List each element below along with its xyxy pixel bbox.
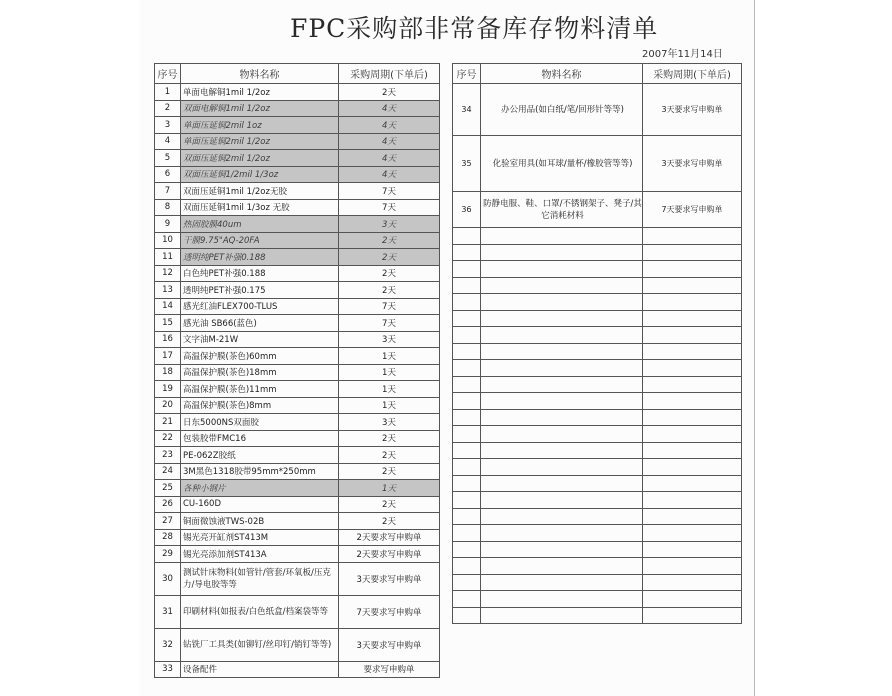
empty-row	[453, 525, 742, 542]
empty-cell	[453, 343, 481, 360]
table-row	[453, 136, 742, 192]
empty-cell	[453, 541, 481, 558]
material-name: 双面压延铜2mil 1/2oz	[181, 150, 339, 167]
empty-cell	[453, 459, 481, 476]
row-number: 3	[155, 117, 181, 134]
material-name: 感光油 SB66(蓝色)	[181, 315, 339, 332]
empty-cell	[481, 393, 643, 410]
table-row	[155, 150, 440, 167]
empty-cell	[453, 591, 481, 608]
empty-cell	[453, 442, 481, 459]
purchase-period: 3天要求写申购单	[339, 562, 440, 595]
purchase-period: 2天	[339, 282, 440, 299]
table-row	[155, 397, 440, 414]
table-header-row	[453, 64, 742, 84]
row-number: 5	[155, 150, 181, 167]
material-name: 包装胶带FMC16	[181, 430, 339, 447]
empty-cell	[453, 508, 481, 525]
empty-cell	[481, 261, 643, 278]
material-name: 高温保护膜(茶色)18mm	[181, 364, 339, 381]
row-number: 16	[155, 331, 181, 348]
material-name: 双面电解铜1mil 1/2oz	[181, 100, 339, 117]
empty-cell	[453, 426, 481, 443]
empty-row	[453, 409, 742, 426]
empty-row	[453, 244, 742, 261]
material-name: 办公用品(如白纸/笔/回形针等等)	[481, 84, 643, 136]
row-number: 22	[155, 430, 181, 447]
table-row	[155, 282, 440, 299]
empty-row	[453, 228, 742, 245]
purchase-period: 7天要求写申购单	[643, 192, 742, 228]
empty-row	[453, 310, 742, 327]
purchase-period: 4天	[339, 133, 440, 150]
row-number: 8	[155, 199, 181, 216]
purchase-period: 2天	[339, 447, 440, 464]
table-row	[155, 249, 440, 266]
purchase-period: 1天	[339, 397, 440, 414]
row-number: 17	[155, 348, 181, 365]
empty-cell	[643, 393, 742, 410]
material-name: 高温保护膜(茶色)8mm	[181, 397, 339, 414]
empty-cell	[453, 376, 481, 393]
empty-cell	[643, 409, 742, 426]
empty-cell	[643, 228, 742, 245]
table-row	[453, 84, 742, 136]
empty-row	[453, 343, 742, 360]
material-name: 文字油M-21W	[181, 331, 339, 348]
material-name: 铜面微蚀液TWS-02B	[181, 513, 339, 530]
table-row	[155, 84, 440, 101]
table-row	[155, 232, 440, 249]
purchase-period: 要求写申购单	[339, 661, 440, 678]
row-number: 33	[155, 661, 181, 678]
material-name: 透明纯PET补强0.175	[181, 282, 339, 299]
material-name: 钻铣厂工具类(如铆钉/丝印钉/销钉等等)	[181, 628, 339, 661]
table-row	[155, 513, 440, 530]
material-name: 锡光亮添加剂ST413A	[181, 546, 339, 563]
empty-cell	[481, 426, 643, 443]
empty-cell	[643, 574, 742, 591]
empty-cell	[643, 591, 742, 608]
empty-cell	[453, 409, 481, 426]
purchase-period: 1天	[339, 381, 440, 398]
table-row	[155, 166, 440, 183]
empty-row	[453, 492, 742, 509]
row-number: 2	[155, 100, 181, 117]
material-name: 日东5000NS双面胶	[181, 414, 339, 431]
empty-cell	[643, 244, 742, 261]
empty-cell	[481, 558, 643, 575]
material-name: 3M黑色1318胶带95mm*250mm	[181, 463, 339, 480]
empty-row	[453, 294, 742, 311]
empty-cell	[453, 607, 481, 624]
purchase-period: 7天	[339, 183, 440, 200]
empty-cell	[453, 475, 481, 492]
empty-cell	[481, 574, 643, 591]
table-row	[155, 562, 440, 595]
material-name: 高温保护膜(茶色)11mm	[181, 381, 339, 398]
empty-cell	[453, 327, 481, 344]
table-row	[155, 364, 440, 381]
empty-cell	[481, 409, 643, 426]
purchase-period: 2天	[339, 513, 440, 530]
table-row	[155, 315, 440, 332]
empty-cell	[481, 244, 643, 261]
table-row	[155, 463, 440, 480]
empty-cell	[453, 294, 481, 311]
material-name: 各种小钢片	[181, 480, 339, 497]
row-number: 4	[155, 133, 181, 150]
table-row	[155, 496, 440, 513]
purchase-period: 3天要求写申购单	[339, 628, 440, 661]
empty-row	[453, 459, 742, 476]
empty-cell	[643, 607, 742, 624]
purchase-period: 1天	[339, 364, 440, 381]
empty-cell	[643, 343, 742, 360]
empty-cell	[481, 228, 643, 245]
empty-cell	[481, 607, 643, 624]
empty-cell	[453, 244, 481, 261]
table-header-row	[155, 64, 440, 84]
row-number: 36	[453, 192, 481, 228]
empty-row	[453, 376, 742, 393]
table-row	[155, 595, 440, 628]
empty-row	[453, 541, 742, 558]
purchase-period: 2天要求写申购单	[339, 546, 440, 563]
purchase-period: 3天要求写申购单	[643, 84, 742, 136]
table-row	[155, 199, 440, 216]
empty-row	[453, 574, 742, 591]
empty-cell	[643, 360, 742, 377]
row-number: 24	[155, 463, 181, 480]
empty-cell	[481, 360, 643, 377]
table-row	[155, 298, 440, 315]
empty-cell	[481, 310, 643, 327]
material-name: 双面压延铜1/2mil 1/3oz	[181, 166, 339, 183]
empty-row	[453, 327, 742, 344]
empty-cell	[481, 294, 643, 311]
row-number: 28	[155, 529, 181, 546]
row-number: 19	[155, 381, 181, 398]
purchase-period: 2天要求写申购单	[339, 529, 440, 546]
material-name: 感光红油FLEX700-TLUS	[181, 298, 339, 315]
empty-cell	[643, 541, 742, 558]
material-name: 单面压延铜2mil 1/2oz	[181, 133, 339, 150]
table-row	[155, 265, 440, 282]
material-name: 白色纯PET补强0.188	[181, 265, 339, 282]
purchase-period: 2天	[339, 84, 440, 101]
purchase-period: 2天	[339, 496, 440, 513]
row-number: 13	[155, 282, 181, 299]
purchase-period: 2天	[339, 430, 440, 447]
purchase-period: 2天	[339, 265, 440, 282]
purchase-period: 7天	[339, 315, 440, 332]
purchase-period: 1天	[339, 480, 440, 497]
empty-cell	[643, 459, 742, 476]
row-number: 6	[155, 166, 181, 183]
table-row	[155, 216, 440, 233]
empty-cell	[481, 525, 643, 542]
table-row	[155, 183, 440, 200]
material-name: 化验室用具(如耳球/量杯/橡胶管等等)	[481, 136, 643, 192]
row-number: 32	[155, 628, 181, 661]
empty-cell	[453, 558, 481, 575]
material-name: PE-062Z胶纸	[181, 447, 339, 464]
material-name: 高温保护膜(茶色)60mm	[181, 348, 339, 365]
row-number: 14	[155, 298, 181, 315]
empty-cell	[481, 541, 643, 558]
row-number: 10	[155, 232, 181, 249]
table-row	[155, 628, 440, 661]
table-row	[155, 661, 440, 678]
row-number: 26	[155, 496, 181, 513]
row-number: 12	[155, 265, 181, 282]
header-no: 序号	[453, 64, 481, 84]
row-number: 27	[155, 513, 181, 530]
purchase-period: 3天要求写申购单	[643, 136, 742, 192]
empty-row	[453, 442, 742, 459]
page-edge	[754, 0, 755, 696]
row-number: 21	[155, 414, 181, 431]
header-name: 物料名称	[481, 64, 643, 84]
row-number: 9	[155, 216, 181, 233]
material-name: 热固胶膜40um	[181, 216, 339, 233]
row-number: 7	[155, 183, 181, 200]
purchase-period: 3天	[339, 331, 440, 348]
empty-row	[453, 426, 742, 443]
table-row	[155, 546, 440, 563]
empty-cell	[643, 508, 742, 525]
row-number: 34	[453, 84, 481, 136]
purchase-period: 3天	[339, 216, 440, 233]
empty-cell	[643, 442, 742, 459]
material-name: 锡光亮开缸剂ST413M	[181, 529, 339, 546]
purchase-period: 2天	[339, 463, 440, 480]
empty-row	[453, 558, 742, 575]
purchase-period: 2天	[339, 249, 440, 266]
empty-cell	[643, 376, 742, 393]
material-name: CU-160D	[181, 496, 339, 513]
empty-cell	[643, 475, 742, 492]
header-name: 物料名称	[181, 64, 339, 84]
header-period: 采购周期(下单后)	[339, 64, 440, 84]
material-name: 透明纯PET补强0.188	[181, 249, 339, 266]
empty-cell	[481, 327, 643, 344]
table-row	[155, 529, 440, 546]
material-table-right	[452, 63, 742, 624]
table-row	[155, 381, 440, 398]
empty-cell	[481, 459, 643, 476]
material-name: 单面压延铜2mil 1oz	[181, 117, 339, 134]
table-row	[155, 117, 440, 134]
empty-row	[453, 591, 742, 608]
purchase-period: 2天	[339, 232, 440, 249]
row-number: 20	[155, 397, 181, 414]
empty-cell	[453, 574, 481, 591]
header-no: 序号	[155, 64, 181, 84]
empty-cell	[643, 294, 742, 311]
row-number: 25	[155, 480, 181, 497]
material-name: 双面压延铜1mil 1/3oz 无胶	[181, 199, 339, 216]
row-number: 15	[155, 315, 181, 332]
purchase-period: 1天	[339, 348, 440, 365]
empty-row	[453, 393, 742, 410]
table-row	[155, 414, 440, 431]
empty-cell	[453, 261, 481, 278]
empty-cell	[453, 310, 481, 327]
empty-cell	[481, 591, 643, 608]
material-name: 干膜9.75"AQ-20FA	[181, 232, 339, 249]
empty-cell	[643, 558, 742, 575]
empty-cell	[481, 343, 643, 360]
table-row	[155, 348, 440, 365]
purchase-period: 7天	[339, 199, 440, 216]
empty-cell	[643, 261, 742, 278]
row-number: 29	[155, 546, 181, 563]
row-number: 35	[453, 136, 481, 192]
purchase-period: 7天要求写申购单	[339, 595, 440, 628]
row-number: 1	[155, 84, 181, 101]
empty-cell	[453, 277, 481, 294]
purchase-period: 3天	[339, 414, 440, 431]
empty-cell	[643, 277, 742, 294]
purchase-period: 4天	[339, 150, 440, 167]
empty-cell	[481, 508, 643, 525]
empty-cell	[481, 492, 643, 509]
empty-cell	[643, 327, 742, 344]
header-period: 采购周期(下单后)	[643, 64, 742, 84]
table-row	[155, 430, 440, 447]
material-table-left	[154, 63, 440, 678]
table-row	[155, 100, 440, 117]
material-name: 双面压延铜1mil 1/2oz无胶	[181, 183, 339, 200]
empty-cell	[643, 310, 742, 327]
purchase-period: 4天	[339, 117, 440, 134]
row-number: 18	[155, 364, 181, 381]
purchase-period: 7天	[339, 298, 440, 315]
empty-cell	[453, 228, 481, 245]
row-number: 30	[155, 562, 181, 595]
empty-cell	[481, 376, 643, 393]
empty-cell	[481, 475, 643, 492]
table-row	[155, 447, 440, 464]
empty-cell	[453, 360, 481, 377]
table-row	[155, 331, 440, 348]
empty-row	[453, 261, 742, 278]
empty-row	[453, 277, 742, 294]
document-title: FPC采购部非常备库存物料清单	[290, 14, 659, 43]
empty-cell	[643, 426, 742, 443]
empty-cell	[453, 492, 481, 509]
material-name: 防静电服、鞋、口罩/不锈钢架子、凳子/其它消耗材料	[481, 192, 643, 228]
material-name: 设备配件	[181, 661, 339, 678]
empty-row	[453, 607, 742, 624]
empty-cell	[643, 492, 742, 509]
purchase-period: 4天	[339, 166, 440, 183]
table-row	[155, 133, 440, 150]
row-number: 23	[155, 447, 181, 464]
purchase-period: 4天	[339, 100, 440, 117]
empty-cell	[453, 525, 481, 542]
material-name: 单面电解铜1mil 1/2oz	[181, 84, 339, 101]
material-name: 印刷材料(如报表/白色纸盒/档案袋等等	[181, 595, 339, 628]
row-number: 31	[155, 595, 181, 628]
material-name: 测试针床物料(如管针/管套/环氧板/压克力/导电胶等等	[181, 562, 339, 595]
empty-row	[453, 508, 742, 525]
empty-cell	[481, 442, 643, 459]
document-date: 2007年11月14日	[642, 49, 723, 60]
empty-cell	[643, 525, 742, 542]
row-number: 11	[155, 249, 181, 266]
empty-cell	[481, 277, 643, 294]
empty-cell	[453, 393, 481, 410]
table-row	[155, 480, 440, 497]
table-row	[453, 192, 742, 228]
empty-row	[453, 360, 742, 377]
empty-row	[453, 475, 742, 492]
